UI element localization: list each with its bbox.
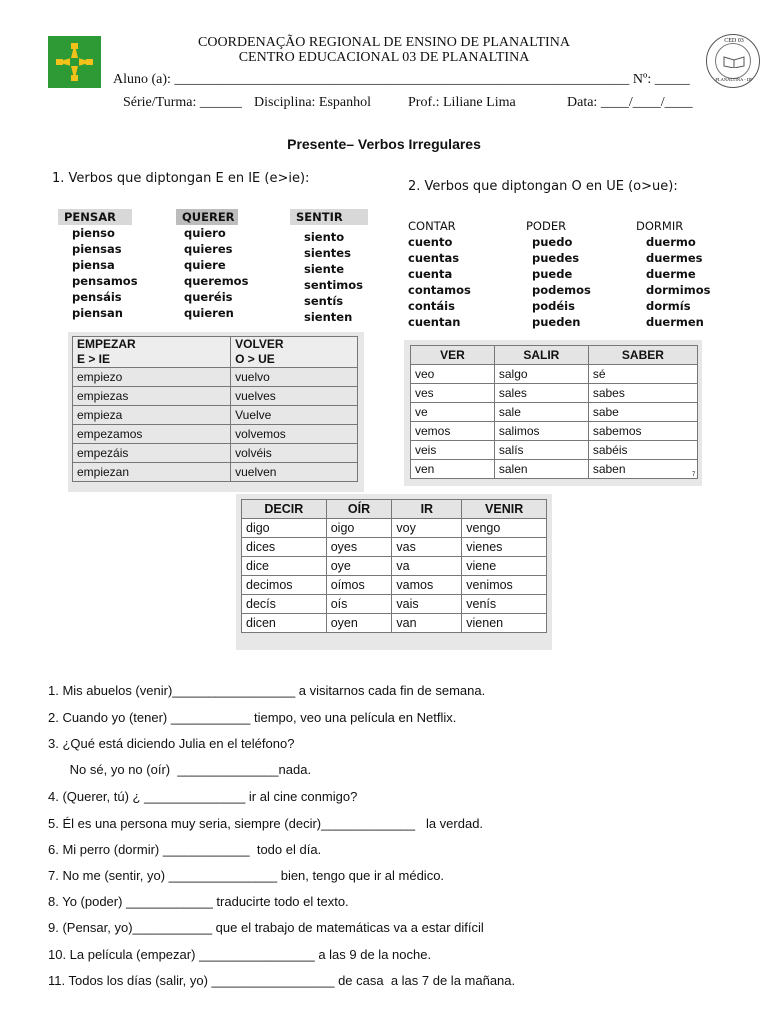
date-field: Data: ____/____/____ bbox=[567, 95, 693, 110]
verb-column-querer: QUERER quiero quieres quiere queremos queréis quieren bbox=[176, 209, 248, 321]
table-row: empiezo vuelvo bbox=[73, 368, 358, 387]
table-row: empiezan vuelven bbox=[73, 463, 358, 482]
header-line-1: COORDENAÇÃO REGIONAL DE ENSINO DE PLANALTINA bbox=[198, 35, 570, 50]
table-row: veis salís sabéis bbox=[411, 441, 698, 460]
exercise-2: 2. Cuando yo (tener) ___________ tiempo, veo una película en Netflix. bbox=[48, 710, 457, 725]
student-name-line: Aluno (a): _________________________________________________________________ Nº: _____ bbox=[113, 72, 690, 87]
section-1-heading: 1. Verbos que diptongan E en IE (e>ie): bbox=[52, 171, 310, 186]
table-row: empiezas vuelves bbox=[73, 387, 358, 406]
exercise-8: 8. Yo (poder) ____________ traducirte todo el texto. bbox=[48, 894, 349, 909]
table-row: empezáis volvéis bbox=[73, 444, 358, 463]
ver-salir-saber-table: VER SALIR SABER veo salgo sé ves sales sabes ve sale sabe vemos salimos sabemos veis salís sabéis ven salen saben bbox=[410, 345, 698, 479]
table-row: digo oigo voy vengo bbox=[242, 519, 547, 538]
exercise-3: 3. ¿Qué está diciendo Julia en el teléfono? bbox=[48, 736, 295, 751]
table-row: veo salgo sé bbox=[411, 365, 698, 384]
exercise-9: 9. (Pensar, yo)___________ que el trabajo de matemáticas va a estar difícil bbox=[48, 920, 484, 935]
table-row: ves sales sabes bbox=[411, 384, 698, 403]
subject-field: Disciplina: Espanhol bbox=[254, 95, 372, 110]
exercise-10: 10. La película (empezar) ________________ a las 9 de la noche. bbox=[48, 947, 432, 962]
exercise-1: 1. Mis abuelos (venir)_________________ a visitarnos cada fin de semana. bbox=[48, 683, 486, 698]
verb-column-pensar: PENSAR pienso piensas piensa pensamos pensáis piensan bbox=[58, 209, 138, 321]
table-row: dicen oyen van vienen bbox=[242, 614, 547, 633]
exercise-4: 4. (Querer, tú) ¿ ______________ ir al cine conmigo? bbox=[48, 789, 358, 804]
table-row: decimos oímos vamos venimos bbox=[242, 576, 547, 595]
decir-oir-ir-venir-table: DECIR OÍR IR VENIR digo oigo voy vengo dices oyes vas vienes dice oye va viene decimos oímos vamos venimos decís oís vais venís dicen oyen van vienen bbox=[241, 499, 547, 633]
teacher-field: Prof.: Liliane Lima bbox=[408, 95, 516, 110]
verb-column-contar: CONTAR cuento cuentas cuenta contamos contáis cuentan bbox=[408, 219, 471, 329]
table-row: empieza Vuelve bbox=[73, 406, 358, 425]
empezar-volver-table: EMPEZAR E > IE VOLVER O > UE empiezo vuelvo empiezas vuelves empieza Vuelve empezamos volvemos empezáis volvéis empiezan vuelven bbox=[72, 336, 358, 482]
exercise-5: 5. Él es una persona muy seria, siempre (decir)_____________ la verdad. bbox=[48, 816, 484, 831]
exercise-11: 11. Todos los días (salir, yo) _________________ de casa a las 7 de la mañana. bbox=[48, 973, 516, 988]
exercise-3-answer: No sé, yo no (oír) ______________nada. bbox=[48, 762, 312, 777]
table-row: decís oís vais venís bbox=[242, 595, 547, 614]
verb-column-sentir: SENTIR siento sientes siente sentimos sentís sienten bbox=[290, 209, 368, 325]
header-line-2: CENTRO EDUCACIONAL 03 DE PLANALTINA bbox=[238, 50, 530, 65]
section-2-heading: 2. Verbos que diptongan O en UE (o>ue): bbox=[408, 179, 678, 194]
table-row: ve sale sabe bbox=[411, 403, 698, 422]
table-row: vemos salimos sabemos bbox=[411, 422, 698, 441]
school-seal-logo: CED 03 PLANALTINA - DF bbox=[706, 34, 760, 88]
table-row: ven salen saben bbox=[411, 460, 698, 479]
verb-column-poder: PODER puedo puedes puede podemos podéis pueden bbox=[526, 219, 591, 329]
table-row: dice oye va viene bbox=[242, 557, 547, 576]
class-field: Série/Turma: ______ bbox=[123, 95, 242, 110]
page-title: Presente– Verbos Irregulares bbox=[287, 136, 481, 152]
verb-column-dormir: DORMIR duermo duermes duerme dormimos dormís duermen bbox=[636, 219, 711, 329]
table-row: empezamos volvemos bbox=[73, 425, 358, 444]
page-mark: 7 bbox=[692, 472, 696, 478]
exercise-7: 7. No me (sentir, yo) _______________ bien, tengo que ir al médico. bbox=[48, 868, 445, 883]
exercise-6: 6. Mi perro (dormir) ____________ todo el día. bbox=[48, 842, 322, 857]
table-row: dices oyes vas vienes bbox=[242, 538, 547, 557]
